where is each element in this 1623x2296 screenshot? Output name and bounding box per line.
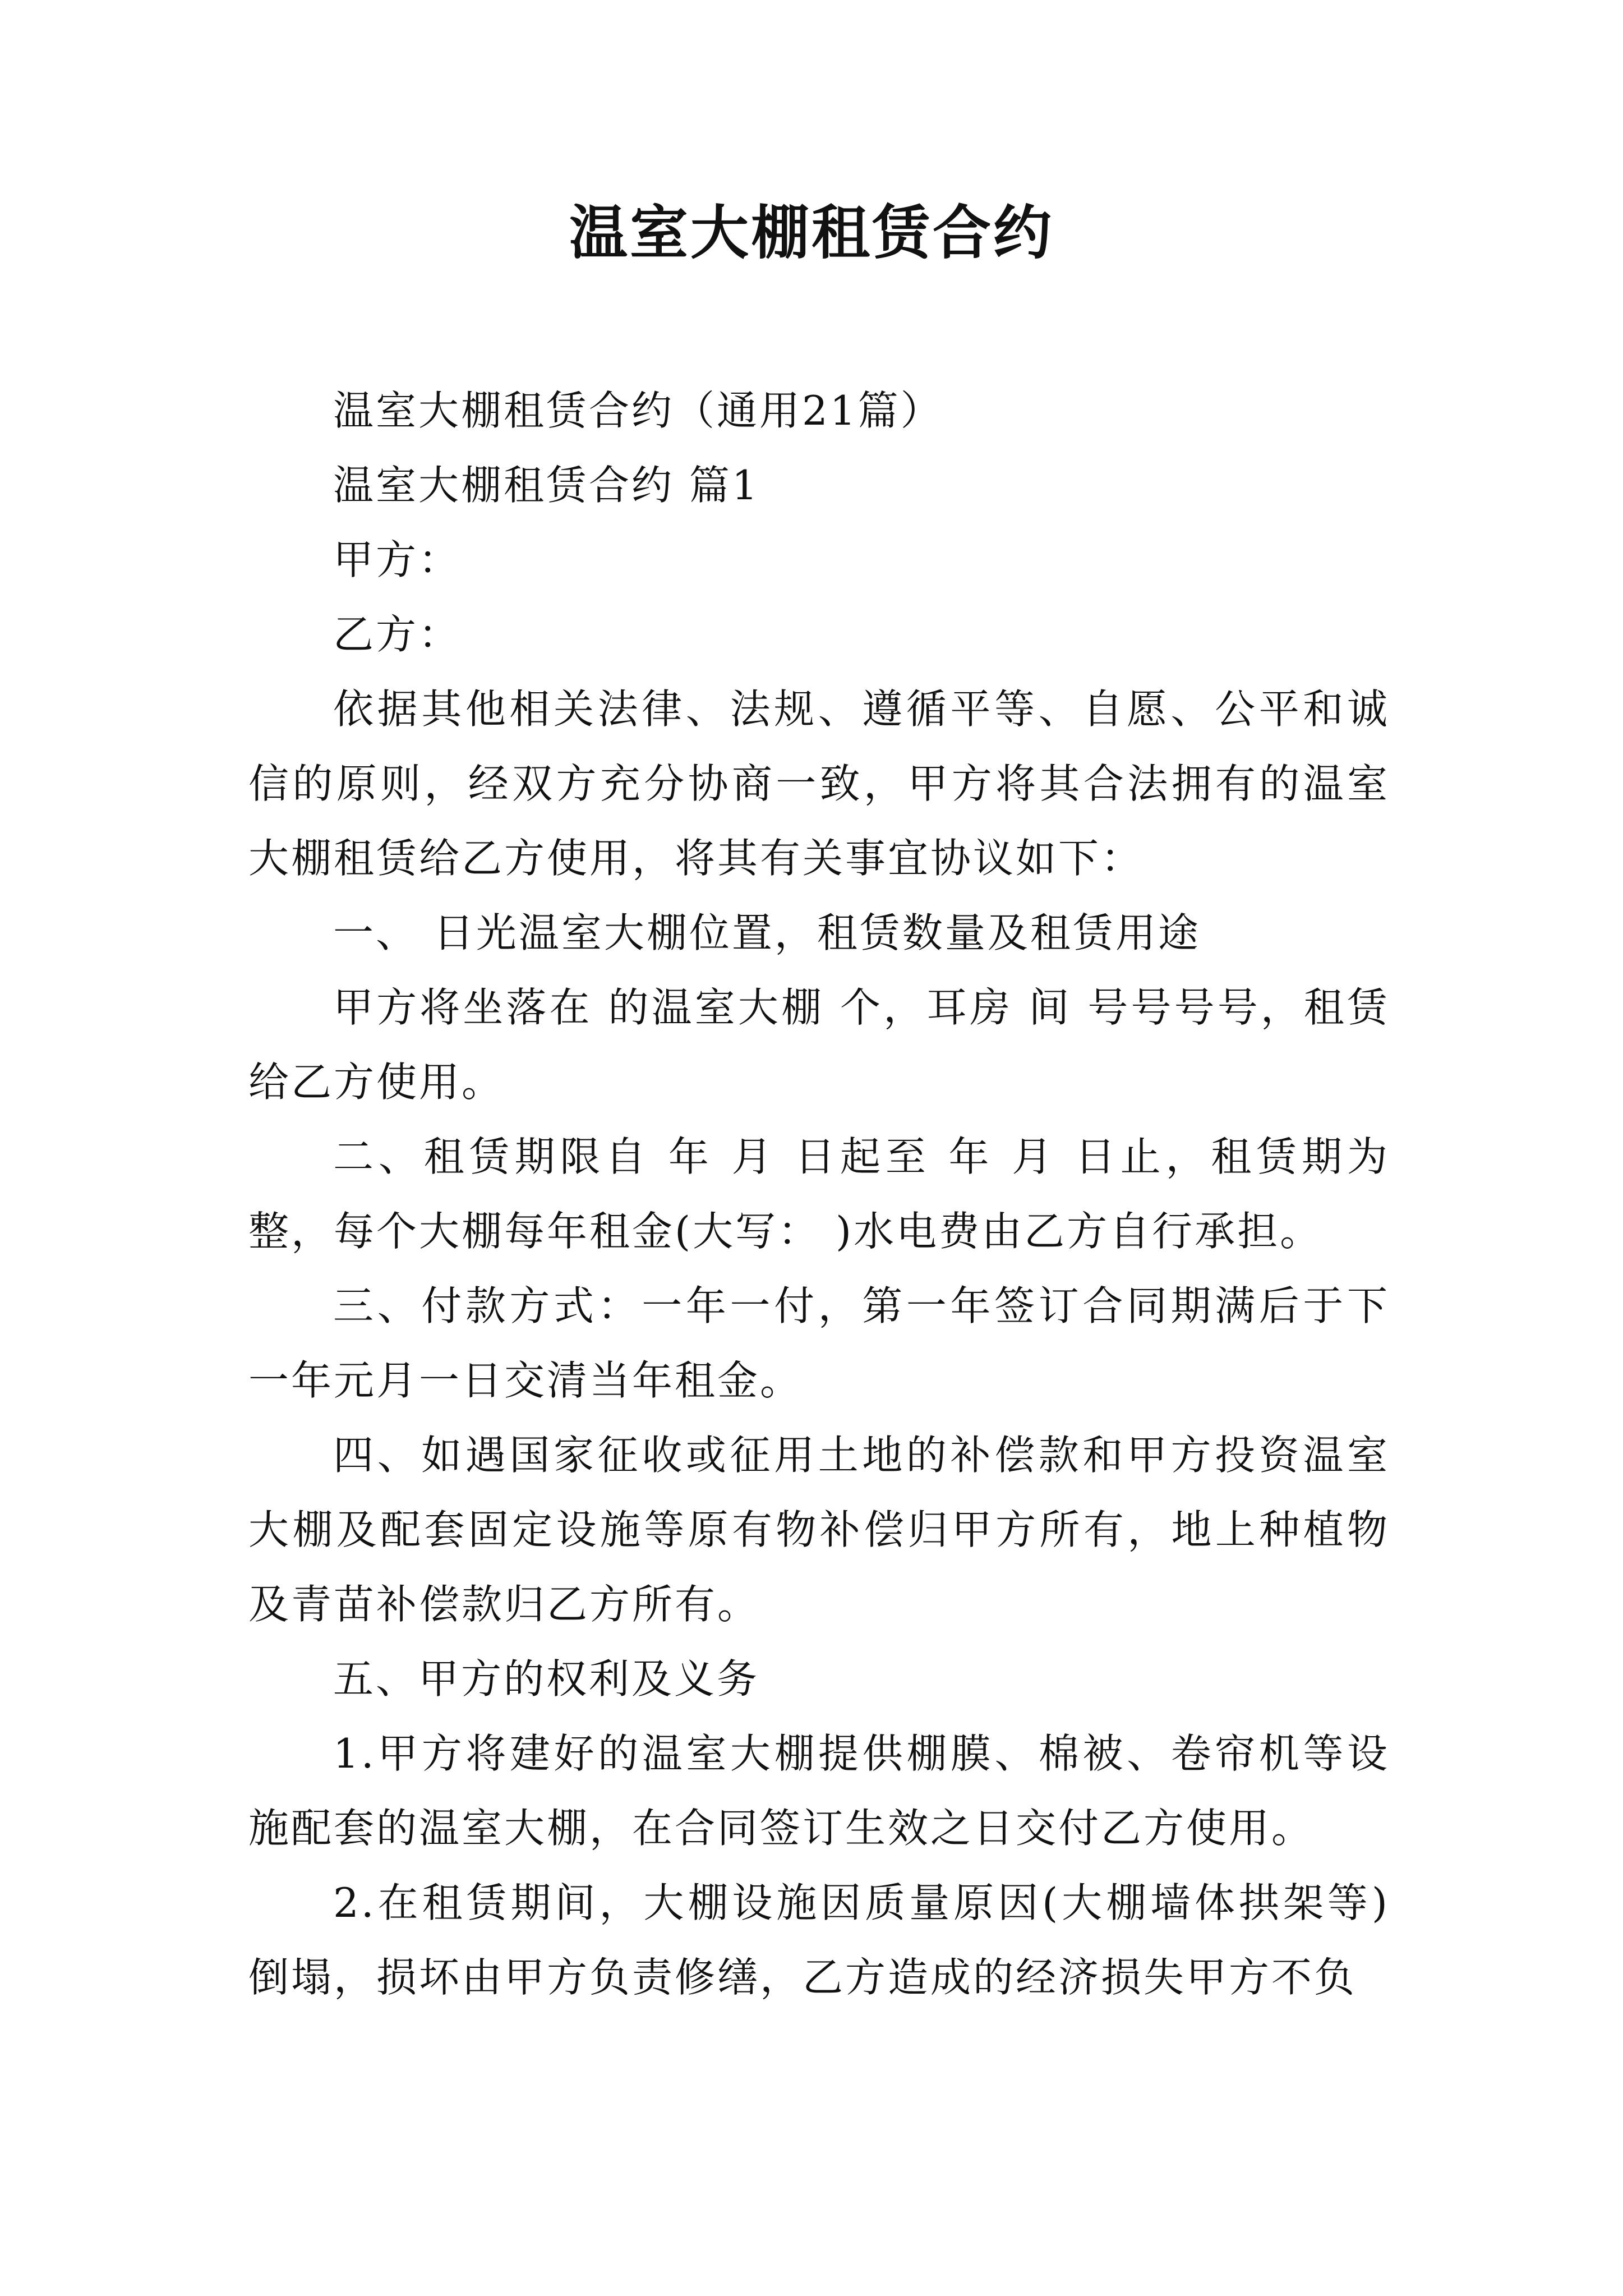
paragraph-clause-2: 二、租赁期限自 年 月 日起至 年 月 日止，租赁期为整，每个大棚每年租金(大写： )水电费由乙方自行承担。 xyxy=(248,1133,1390,1255)
paragraph-clause-4: 四、如遇国家征收或征用土地的补偿款和甲方投资温室大棚及配套固定设施等原有物补偿归甲方所有，地上种植物及青苗补偿款归乙方所有。 xyxy=(248,1432,1390,1628)
paragraph-party-a: 甲方： xyxy=(333,536,462,583)
document-body xyxy=(248,374,1390,2015)
paragraph-clause-1-body: 甲方将坐落在 的温室大棚 个，耳房 间 号号号号，租赁给乙方使用。 xyxy=(248,984,1390,1106)
paragraph-clause-1-heading: 一、 日光温室大棚位置，租赁数量及租赁用途 xyxy=(333,909,1201,956)
paragraph-clause-5-item-2: 2.在租赁期间，大棚设施因质量原因(大棚墙体拱架等)倒塌，损坏由甲方负责修缮，乙方造成的经济损失甲方不负 xyxy=(248,1879,1390,2001)
document-title: 温室大棚租赁合约 xyxy=(569,198,1054,267)
paragraph-subtitle: 温室大棚租赁合约（通用21篇） xyxy=(333,387,943,434)
paragraph-section-heading: 温室大棚租赁合约 篇1 xyxy=(333,462,760,509)
paragraph-party-b: 乙方： xyxy=(333,611,462,658)
paragraph-clause-5-heading: 五、甲方的权利及义务 xyxy=(333,1655,760,1703)
paragraph-clause-5-item-1: 1.甲方将建好的温室大棚提供棚膜、棉被、卷帘机等设施配套的温室大棚，在合同签订生效之日交付乙方使用。 xyxy=(248,1730,1390,1852)
paragraph-clause-3: 三、付款方式：一年一付，第一年签订合同期满后于下一年元月一日交清当年租金。 xyxy=(248,1282,1390,1404)
paragraph-preamble: 依据其他相关法律、法规、遵循平等、自愿、公平和诚信的原则，经双方充分协商一致，甲方将其合法拥有的温室大棚租赁给乙方使用，将其有关事宜协议如下： xyxy=(248,685,1390,882)
